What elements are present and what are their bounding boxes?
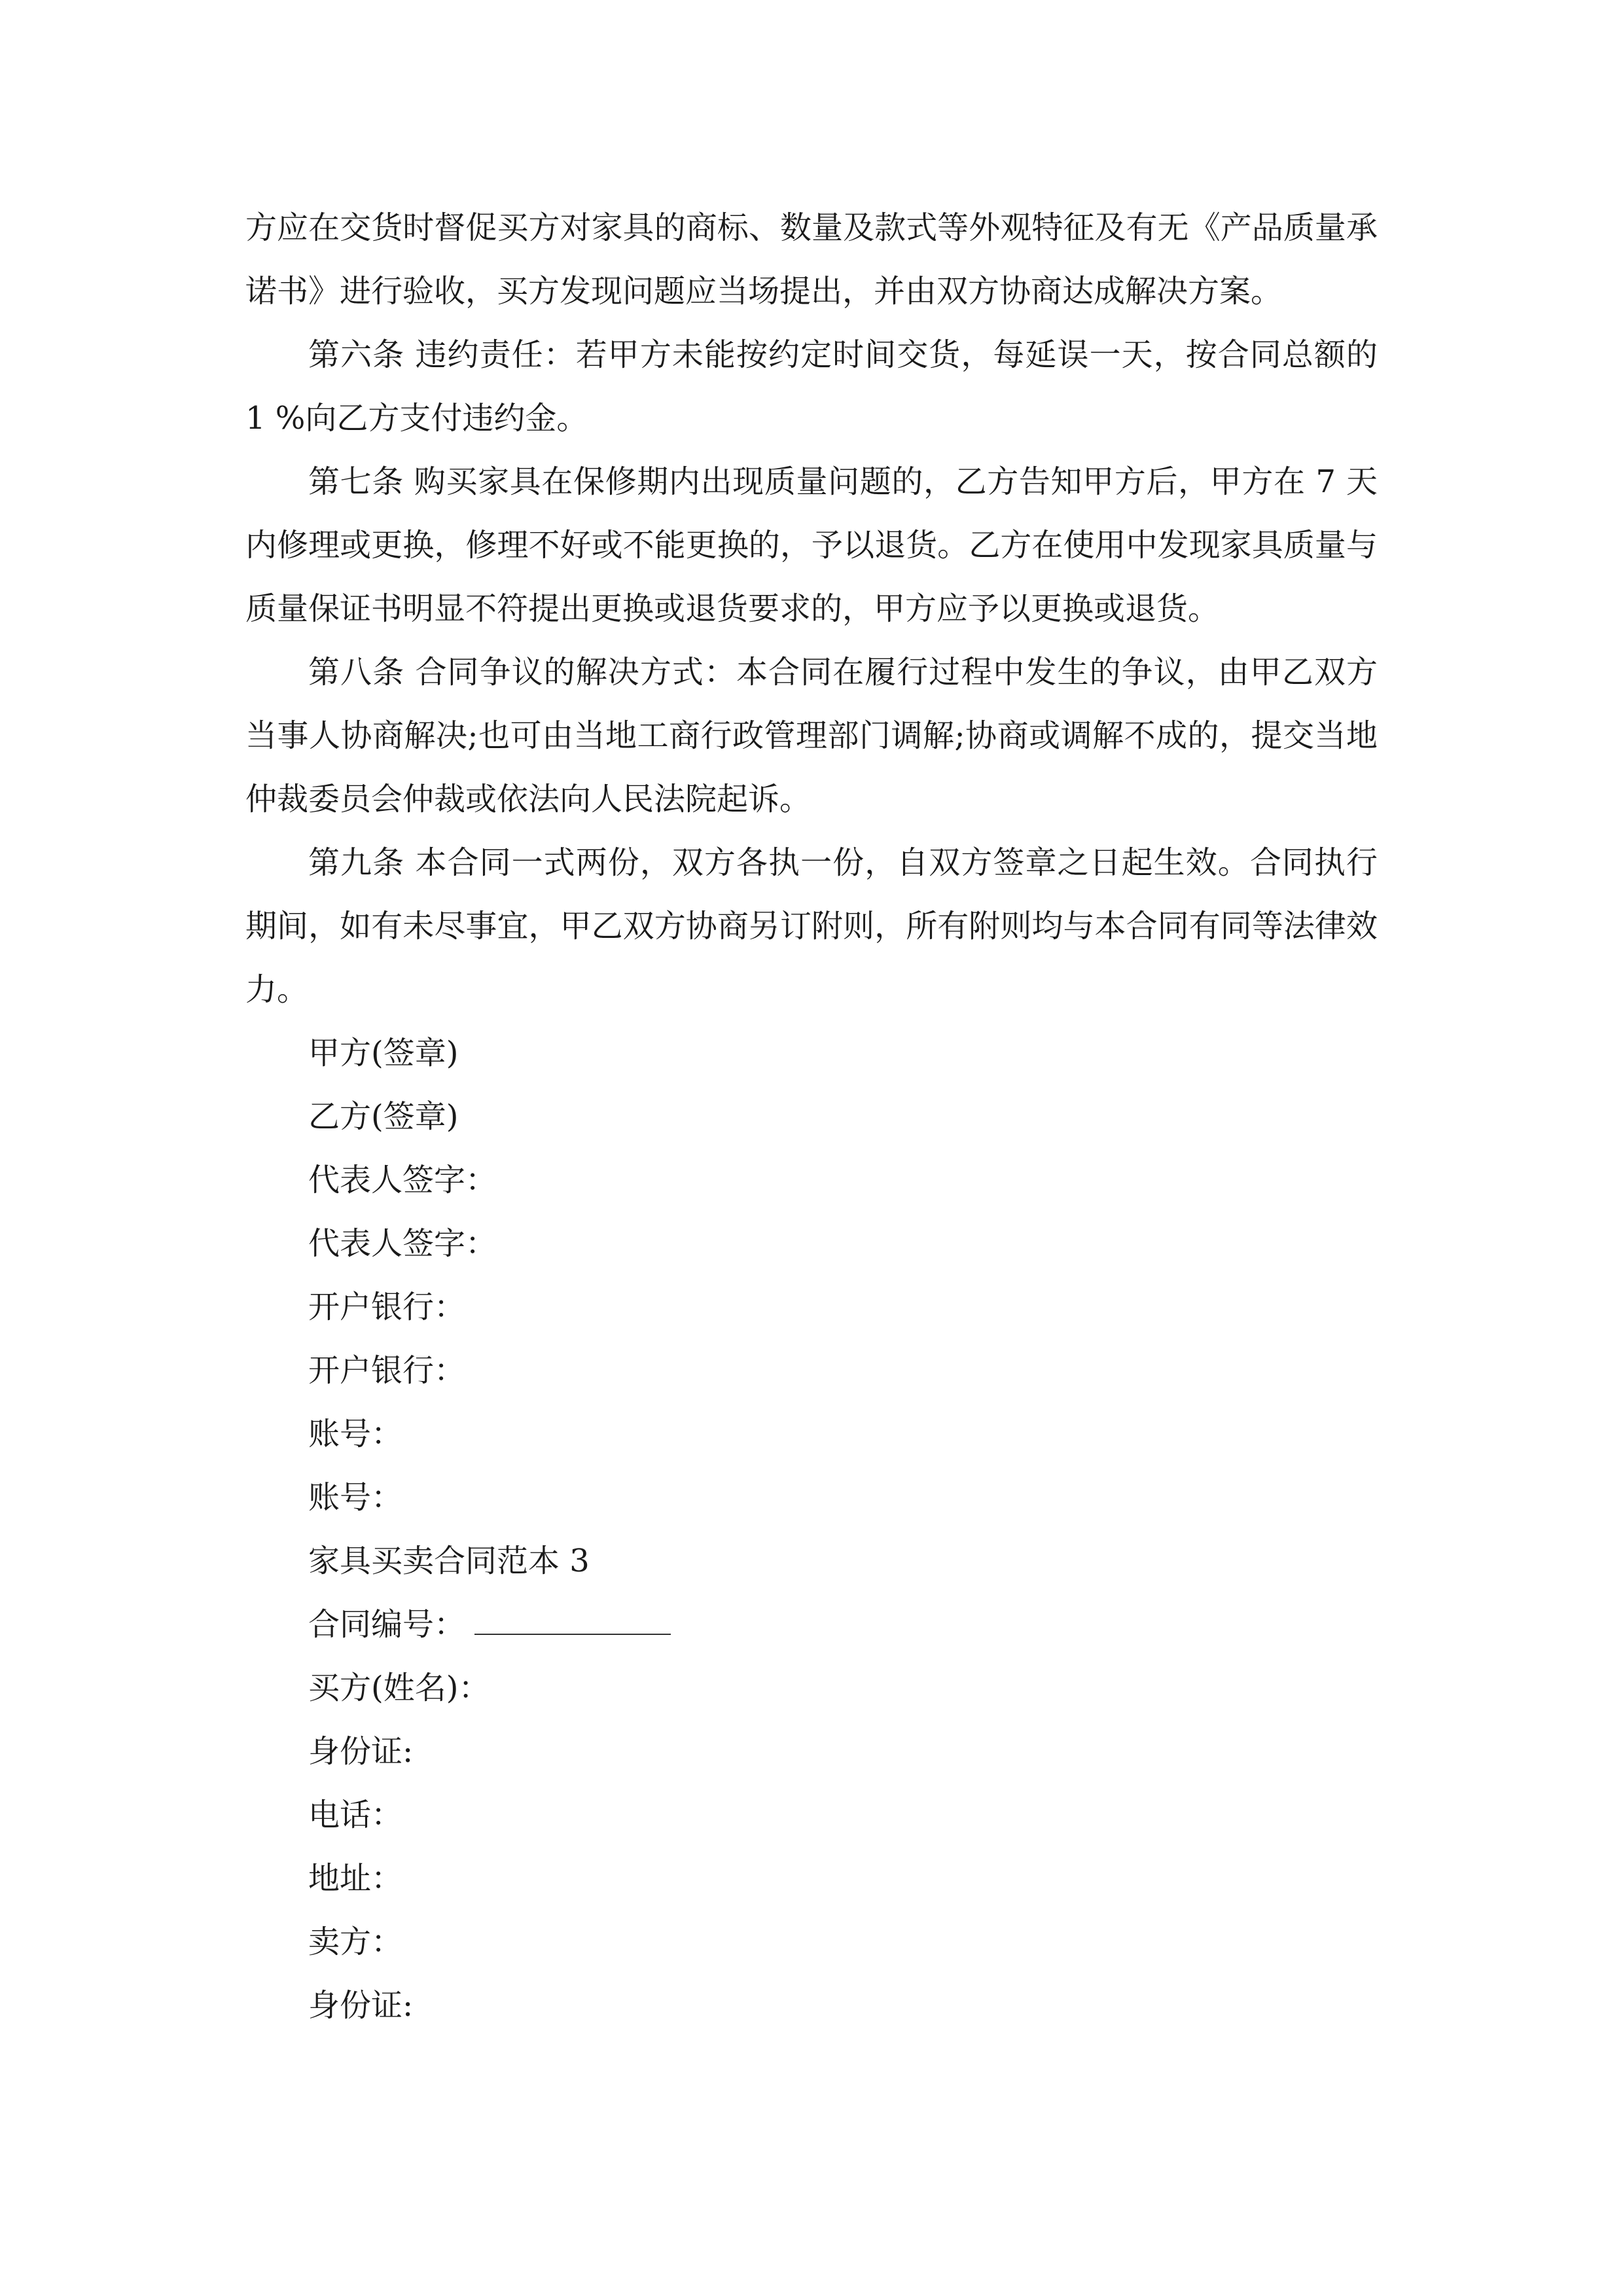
party-b-bank-line (245, 1339, 1378, 1403)
party-a-seal-label: 甲方(签章) (308, 1035, 459, 1071)
bank-label-a: 开户银行： (308, 1289, 466, 1325)
representative-label-b: 代表人签字： (308, 1225, 497, 1262)
document-body (245, 196, 1378, 2037)
buyer-name-line (245, 1657, 1378, 1720)
party-a-representative-line (245, 1149, 1378, 1212)
buyer-id-label: 身份证: (308, 1733, 414, 1770)
buyer-address-label: 地址： (308, 1860, 403, 1897)
bank-label-b: 开户银行： (308, 1352, 466, 1389)
party-b-representative-line (245, 1212, 1378, 1276)
paragraph-article-6: 第六条 违约责任：若甲方未能按约定时间交货，每延误一天，按合同总额的 1 %向乙方支付违约金。 (245, 336, 1378, 437)
contract-number-label: 合同编号： (308, 1606, 466, 1643)
paragraph-delivery-inspection: 方应在交货时督促买方对家具的商标、数量及款式等外观特征及有无《产品质量承诺书》进行验收，买方发现问题应当场提出，并由双方协商达成解决方案。 (245, 209, 1378, 310)
party-b-seal-line (245, 1085, 1378, 1149)
buyer-id-line (245, 1720, 1378, 1784)
representative-label-a: 代表人签字： (308, 1162, 497, 1198)
buyer-name-label: 买方(姓名)： (308, 1670, 490, 1706)
buyer-phone-label: 电话： (308, 1797, 403, 1833)
account-label-a: 账号： (308, 1416, 403, 1452)
contract-number-blank (474, 1607, 671, 1635)
party-b-account-line (245, 1466, 1378, 1530)
section-heading-line (245, 1530, 1378, 1593)
seller-id-line (245, 1974, 1378, 2037)
party-a-bank-line (245, 1276, 1378, 1339)
contract-number-line (245, 1593, 1378, 1657)
account-label-b: 账号： (308, 1479, 403, 1516)
seller-id-label: 身份证: (308, 1987, 414, 2024)
buyer-phone-line (245, 1784, 1378, 1847)
section-heading: 家具买卖合同范本 3 (308, 1543, 590, 1579)
paragraph-article-9: 第九条 本合同一式两份，双方各执一份，自双方签章之日起生效。合同执行期间，如有未尽事宜，甲乙双方协商另订附则，所有附则均与本合同有同等法律效力。 (245, 844, 1378, 1008)
paragraph-article-7: 第七条 购买家具在保修期内出现质量问题的，乙方告知甲方后，甲方在 7 天内修理或更换，修理不好或不能更换的，予以退货。乙方在使用中发现家具质量与质量保证书明显不符提出更换或退货要求的，甲方应予以更换或退货。 (245, 463, 1378, 627)
party-a-account-line (245, 1403, 1378, 1466)
party-b-seal-label: 乙方(签章) (308, 1098, 459, 1135)
party-a-seal-line (245, 1022, 1378, 1085)
seller-label: 卖方： (308, 1924, 403, 1960)
paragraph-article-8: 第八条 合同争议的解决方式：本合同在履行过程中发生的争议，由甲乙双方当事人协商解决;也可由当地工商行政管理部门调解;协商或调解不成的，提交当地仲裁委员会仲裁或依法向人民法院起诉。 (245, 654, 1378, 817)
buyer-address-line (245, 1847, 1378, 1910)
seller-line (245, 1910, 1378, 1974)
